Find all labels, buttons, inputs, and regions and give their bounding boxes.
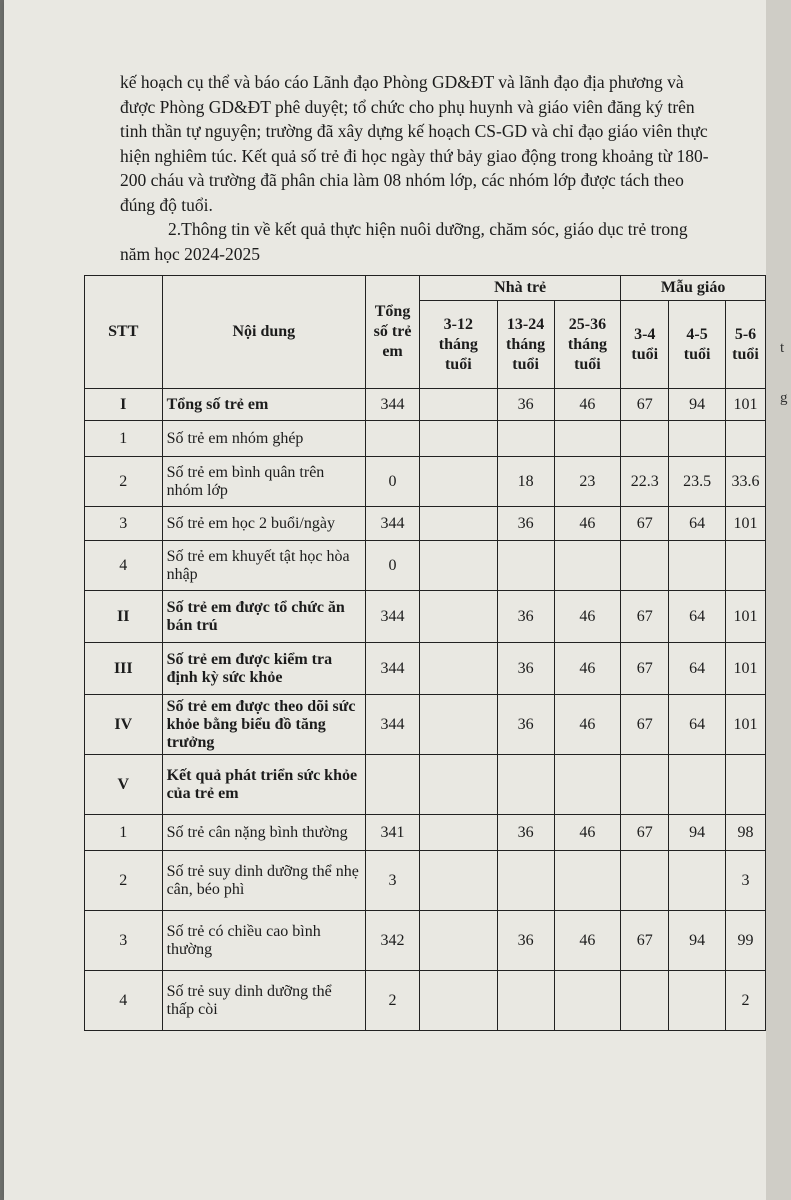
table-row [85,815,766,851]
cell-3-12-months [419,755,497,815]
cell-3-12-months [419,851,497,911]
margin-fragment: t [780,340,785,356]
cell-3-4-years [621,971,669,1031]
cell-3-4-years [621,541,669,591]
cell-3-12-months [419,971,497,1031]
cell-stt: 3 [85,507,163,541]
header-group-13-24: 13-24 tháng tuổi [497,301,554,389]
table-row [85,851,766,911]
cell-13-24-months: 18 [497,457,554,507]
cell-5-6-years: 101 [725,389,765,421]
header-group-3-4: 3-4 tuổi [621,301,669,389]
cell-content: Số trẻ em khuyết tật học hòa nhập [162,541,366,591]
cell-13-24-months [497,755,554,815]
cell-3-4-years: 67 [621,389,669,421]
cell-4-5-years [669,541,726,591]
cell-content: Số trẻ em nhóm ghép [162,421,366,457]
header-group-3-12: 3-12 tháng tuổi [419,301,497,389]
cell-4-5-years: 64 [669,643,726,695]
header-total: Tổng số trẻ em [366,276,420,389]
section-heading-year: năm học 2024-2025 [120,243,260,264]
cell-25-36-months [554,851,621,911]
cell-25-36-months [554,971,621,1031]
cell-stt: 2 [85,457,163,507]
cell-4-5-years: 94 [669,389,726,421]
table-row [85,507,766,541]
cell-4-5-years [669,421,726,457]
cell-5-6-years: 99 [725,911,765,971]
cell-content: Số trẻ có chiều cao bình thường [162,911,366,971]
cell-5-6-years: 3 [725,851,765,911]
table-row [85,389,766,421]
cell-13-24-months: 36 [497,591,554,643]
cell-4-5-years [669,971,726,1031]
results-table [84,275,766,1031]
cell-5-6-years [725,421,765,457]
cell-3-12-months [419,815,497,851]
table-row [85,695,766,755]
cell-content: Số trẻ suy dinh dưỡng thể thấp còi [162,971,366,1031]
cell-content: Tổng số trẻ em [162,389,366,421]
cell-5-6-years: 101 [725,591,765,643]
cell-stt: 1 [85,815,163,851]
table-row [85,643,766,695]
margin-fragment: g [780,390,788,406]
cell-13-24-months [497,541,554,591]
cell-3-12-months [419,591,497,643]
cell-3-4-years [621,851,669,911]
cell-13-24-months [497,421,554,457]
cell-13-24-months [497,851,554,911]
document-page [4,0,766,1200]
cell-stt: I [85,389,163,421]
cell-3-4-years: 22.3 [621,457,669,507]
cell-25-36-months [554,421,621,457]
cell-3-12-months [419,457,497,507]
cell-stt: IV [85,695,163,755]
cell-stt: 4 [85,541,163,591]
cell-13-24-months: 36 [497,815,554,851]
cell-total: 0 [366,457,420,507]
cell-4-5-years: 94 [669,911,726,971]
cell-3-4-years: 67 [621,507,669,541]
intro-line: đúng độ tuổi. [120,194,213,215]
header-stt: STT [85,276,163,389]
table-row [85,541,766,591]
cell-4-5-years [669,755,726,815]
cell-4-5-years: 64 [669,695,726,755]
table-row [85,591,766,643]
table-row [85,421,766,457]
cell-content: Số trẻ suy dinh dưỡng thể nhẹ cân, béo phì [162,851,366,911]
cell-stt: 3 [85,911,163,971]
cell-content: Số trẻ cân nặng bình thường [162,815,366,851]
cell-5-6-years [725,541,765,591]
cell-content: Số trẻ em học 2 buổi/ngày [162,507,366,541]
cell-5-6-years [725,755,765,815]
cell-13-24-months [497,971,554,1031]
cell-5-6-years: 101 [725,507,765,541]
cell-4-5-years: 64 [669,591,726,643]
intro-line: hiện nghiêm túc. Kết quả số trẻ đi học ngày thứ bảy giao động trong khoảng từ 180- [120,145,709,166]
table-row [85,755,766,815]
cell-total: 344 [366,695,420,755]
table-row [85,971,766,1031]
cell-total: 342 [366,911,420,971]
intro-line: 200 cháu và trường đã phân chia làm 08 nhóm lớp, các nhóm lớp được tách theo [120,170,684,190]
cell-total: 344 [366,389,420,421]
cell-stt: II [85,591,163,643]
cell-5-6-years: 33.6 [725,457,765,507]
cell-total: 2 [366,971,420,1031]
cell-5-6-years: 98 [725,815,765,851]
header-mau-giao: Mẫu giáo [621,276,766,301]
cell-total: 3 [366,851,420,911]
cell-25-36-months: 46 [554,815,621,851]
cell-3-4-years [621,755,669,815]
cell-25-36-months: 46 [554,643,621,695]
cell-5-6-years: 101 [725,695,765,755]
cell-4-5-years: 23.5 [669,457,726,507]
cell-total: 0 [366,541,420,591]
intro-paragraph [120,70,750,266]
header-group-5-6: 5-6 tuổi [725,301,765,389]
cell-13-24-months: 36 [497,643,554,695]
cell-stt: III [85,643,163,695]
header-group-25-36: 25-36 tháng tuổi [554,301,621,389]
cell-25-36-months: 46 [554,389,621,421]
cell-content: Số trẻ em được kiểm tra định kỳ sức khỏe [162,643,366,695]
cell-25-36-months [554,541,621,591]
header-content: Nội dung [162,276,366,389]
cell-content: Số trẻ em bình quân trên nhóm lớp [162,457,366,507]
header-group-4-5: 4-5 tuổi [669,301,726,389]
cell-stt: V [85,755,163,815]
cell-5-6-years: 101 [725,643,765,695]
cell-3-4-years [621,421,669,457]
cell-total: 341 [366,815,420,851]
cell-4-5-years: 64 [669,507,726,541]
cell-3-4-years: 67 [621,643,669,695]
table-row [85,457,766,507]
cell-25-36-months: 23 [554,457,621,507]
cell-3-12-months [419,695,497,755]
intro-line: kế hoạch cụ thể và báo cáo Lãnh đạo Phòng GD&ĐT và lãnh đạo địa phương và [120,72,684,92]
cell-stt: 1 [85,421,163,457]
cell-13-24-months: 36 [497,695,554,755]
cell-13-24-months: 36 [497,507,554,541]
cell-total [366,421,420,457]
cell-total: 344 [366,643,420,695]
cell-25-36-months: 46 [554,695,621,755]
cell-3-12-months [419,389,497,421]
cell-5-6-years: 2 [725,971,765,1031]
cell-total [366,755,420,815]
header-nha-tre: Nhà trẻ [419,276,620,301]
cell-total: 344 [366,507,420,541]
cell-25-36-months: 46 [554,591,621,643]
cell-3-4-years: 67 [621,815,669,851]
cell-content: Số trẻ em được tổ chức ăn bán trú [162,591,366,643]
cell-25-36-months [554,755,621,815]
cell-3-12-months [419,911,497,971]
cell-4-5-years [669,851,726,911]
cell-stt: 2 [85,851,163,911]
cell-13-24-months: 36 [497,911,554,971]
section-heading: 2.Thông tin về kết quả thực hiện nuôi dưỡng, chăm sóc, giáo dục trẻ trong [168,219,688,239]
cell-25-36-months: 46 [554,911,621,971]
cell-3-12-months [419,643,497,695]
cell-25-36-months: 46 [554,507,621,541]
cell-content: Số trẻ em được theo dõi sức khỏe bằng biểu đồ tăng trưởng [162,695,366,755]
cell-3-4-years: 67 [621,911,669,971]
adjacent-page-edge [766,0,791,1200]
cell-stt: 4 [85,971,163,1031]
table-row [85,911,766,971]
cell-content: Kết quả phát triển sức khỏe của trẻ em [162,755,366,815]
cell-3-12-months [419,507,497,541]
intro-line: được Phòng GD&ĐT phê duyệt; tổ chức cho phụ huynh và giáo viên đăng ký trên [120,96,695,117]
cell-3-4-years: 67 [621,591,669,643]
cell-3-4-years: 67 [621,695,669,755]
intro-line: tinh thần tự nguyện; trường đã xây dựng kế hoạch CS-GD và chỉ đạo giáo viên thực [120,121,708,141]
cell-3-12-months [419,541,497,591]
cell-4-5-years: 94 [669,815,726,851]
cell-13-24-months: 36 [497,389,554,421]
cell-total: 344 [366,591,420,643]
cell-3-12-months [419,421,497,457]
